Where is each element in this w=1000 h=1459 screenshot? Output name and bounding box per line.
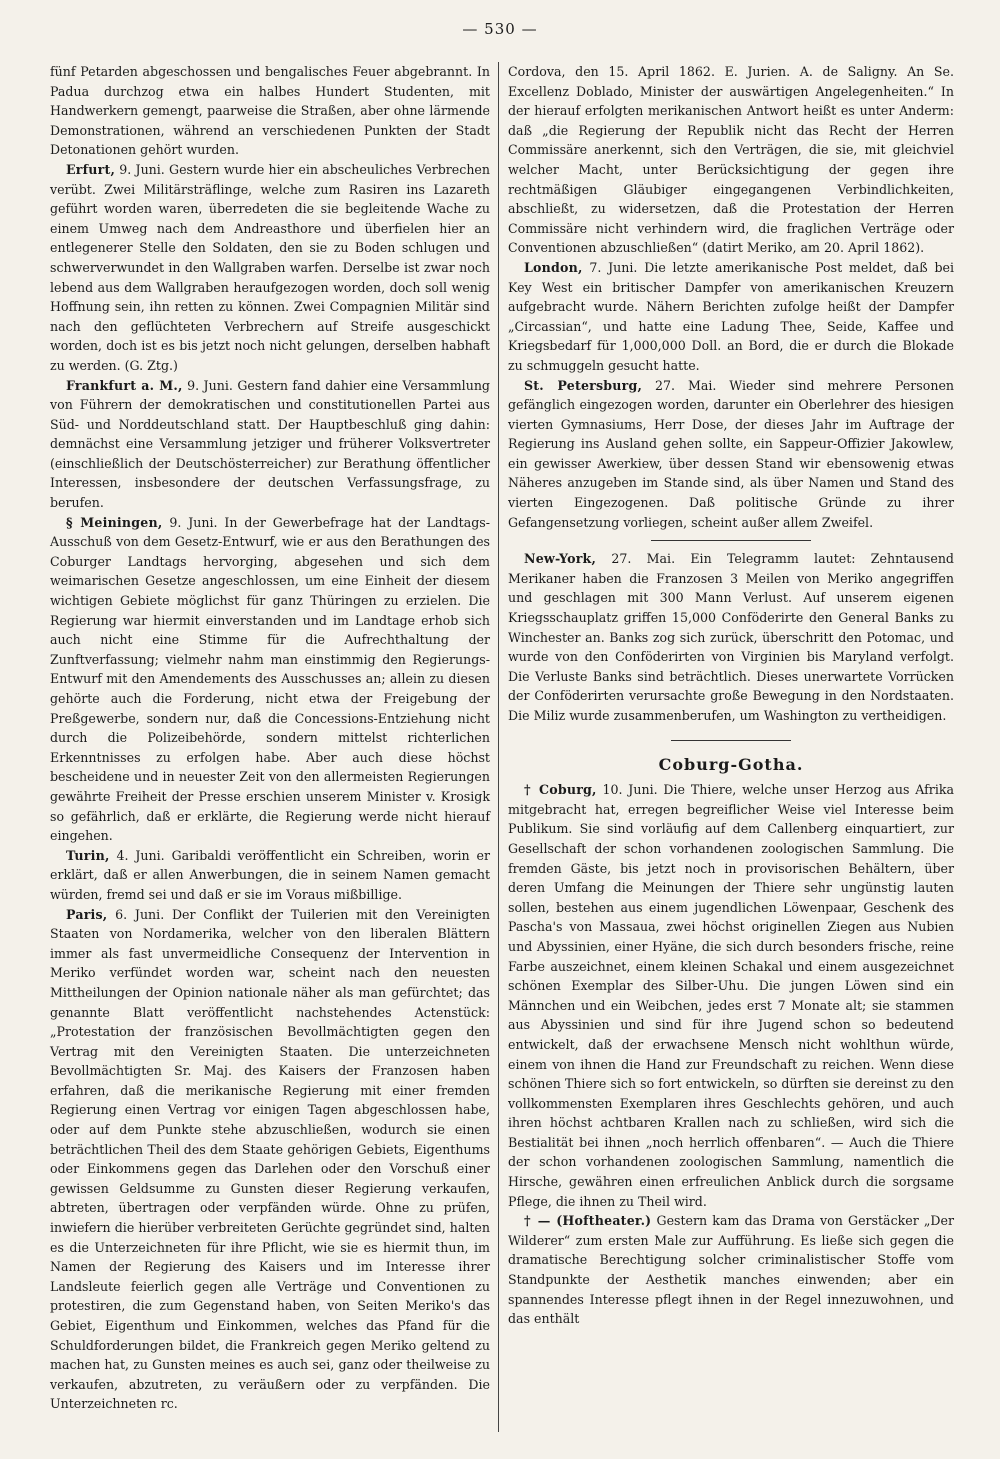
news-item [508, 549, 954, 725]
article-text: fünf Petarden abgeschossen und bengalisches Feuer abgebrannt. In Padua durchzog etwa ein halbes Hundert Studenten, mit Handwerkern gemengt, paarweise die Straßen, aber ohne lärmende Demonstrationen, während an verschiedenen Punkten der Stadt Detonationen gehört wurden. [50, 64, 490, 158]
section-rule [671, 740, 791, 741]
article-text: Cordova, den 15. April 1862. E. Jurien. A. de Saligny. An Se. Excellenz Doblado, Minister der auswärtigen Angelegenheiten.“ In der hierauf erfolgten merikanischen Antwort heißt es unter Anderm: daß „die Regierung der Republik nicht das Recht der Herren Commissäre anerkennt, sich den Verträgen, die sie, mit gleichviel welcher Macht, unter Berücksichtigung der gegen ihre rechtmäßigen Gläubiger eingegangenen Verbindlichkeiten, abschließt, zu widersetzen, daß die Protestation der Herren Commissäre nicht verhindern wird, die fraglichen Verträge oder Conventionen abzuschließen“ (datirt Meriko, am 20. April 1862). [508, 64, 954, 256]
article-text: 4. Juni. Garibaldi veröffentlicht ein Schreiben, worin er erklärt, daß er allen Anwerbungen, die in seinem Namen gemacht würden, fremd sei und daß er sie im Voraus mißbillige. [50, 847, 490, 902]
article-text: 9. Juni. Gestern fand dahier eine Versammlung von Führern der demokratischen und constitutionellen Partei aus Süd- und Norddeutschland statt. Der Hauptbeschluß ging dahin: demnächst eine Versammlung jetziger und früherer Volksvertreter (einschließlich der Deutschösterreicher) zur Berathung öffentlicher Interessen, insbesondere der deutschen Verfassungsfrage, zu berufen. [50, 377, 490, 511]
page-number: — 530 — [462, 20, 538, 38]
dateline: Frankfurt a. M., [66, 377, 183, 393]
article-text: 27. Mai. Wieder sind mehrere Personen gefänglich eingezogen worden, darunter ein Oberlehrer des hiesigen vierten Gymnasiums, Herr Dose, der dieses Jahr im Auftrage der Regierung ins Ausland gehen sollte, ein Sappeur-Offizier Jakowlew, ein gewisser Awerkiew, über dessen Stand wir ebensowenig etwas Näheres anzugeben im Stande sind, als über Namen und Stand des vierten Eingezogenen. Daß politische Gründe zu ihrer Gefangensetzung vorliegen, scheint außer allem Zweifel. [508, 377, 955, 530]
dateline: Paris, [66, 906, 108, 922]
section-title: Coburg-Gotha. [658, 754, 804, 774]
column-divider [498, 62, 499, 1432]
news-item [50, 376, 490, 513]
article-paragraph [508, 62, 954, 258]
news-item [50, 513, 490, 846]
dateline: Turin, [66, 847, 110, 863]
dateline: § Meiningen, [66, 514, 163, 530]
section-rule [651, 540, 811, 541]
dateline: † Coburg, [524, 782, 597, 798]
article-text: 10. Juni. Die Thiere, welche unser Herzog aus Afrika mitgebracht hat, erregen begreiflicher Weise viel Interesse beim Publikum. Sie sind vorläufig auf dem Callenberg einquartiert, zur Gesellschaft der schon vorhandenen zoologischen Sammlung. Die fremden Gäste, bis jetzt noch in provisorischen Behältern, über deren Umfang die Meinungen der Thiere sehr ungünstig lauten sollen, bestehen aus einem jugendlichen Löwenpaar, Geschenk des Pascha's von Massaua, zwei höchst originellen Ziegen aus Nubien und Abyssinien, einer Hyäne, die sich durch besonders frische, reine Farbe auszeichnet, einem kleinen Schakal und einem ausgezeichnet schönen Exemplar des Silber-Uhu. Die jungen Löwen sind ein Männchen und ein Weibchen, jedes erst 7 Monate alt; sie stammen aus Abyssinien und sind für ihre Jugend schon so bedeutend entwickelt, daß der erwachsene Mensch nicht wohlthun würde, einem von ihnen die Hand zur Freundschaft zu reichen. Wenn diese schönen Thiere sich so fort entwickeln, so dürften sie dereinst zu den vollkommensten Exemplaren ihres Geschlechts gehören, und auch ihren höchst achtbaren Krallen nach zu schließen, wird sich die Bestialität bei ihnen „noch herrlich offenbaren“. — Auch die Thiere der schon vorhandenen zoologischen Sammlung, namentlich die Hirsche, gewähren einen erfreulichen Anblick durch die sorgsame Pflege, die ihnen zu Theil wird. [508, 782, 954, 1209]
article-text: Gestern kam das Drama von Gerstäcker „Der Wilderer“ zum ersten Male zur Aufführung. Es ließe sich gegen die dramatische Berechtigung solcher criminalistischer Stoffe vom Standpunkte der Aesthetik manches einwenden; aber ein spannendes Interesse pflegt ihnen in der Regel innezuwohnen, und das enthält [508, 1213, 954, 1327]
article-text: 6. Juni. Der Conflikt der Tuilerien mit den Vereinigten Staaten von Nordamerika, welcher von den liberalen Blättern immer als fast unvermeidliche Consequenz der Intervention in Meriko verfündet worden war, scheint nach den neuesten Mittheilungen der Opinion nationale näher als man gefürchtet; das genannte Blatt veröffentlicht nachstehendes Actenstück: „Protestation der französischen Bevollmächtigten gegen den Vertrag mit den Vereinigten Staaten. Die unterzeichneten Bevollmächtigten Sr. Maj. des Kaisers der Franzosen haben erfahren, daß die merikanische Regierung mit einer fremden Regierung einen Vertrag vor einigen Tagen abgeschlossen habe, oder auf dem Punkte stehe abzuschließen, wodurch sie einen beträchtlichen Theil des dem Staate gehörigen Gebiets, Eigenthums oder Einkommens gegen das Darlehen oder den Vorschuß einer gewissen Geldsumme zu Gunsten dieser Regierung verkaufen, abtreten, übertragen oder verpfänden würde. Ohne zu prüfen, inwiefern die hierüber verbreiteten Gerüchte gegründet sind, halten es die Unterzeichneten für ihre Pflicht, wie sie es hiermit thun, im Namen der Regierung des Kaisers und im Interesse ihrer Landsleute feierlich gegen alle Verträge und Conventionen zu protestiren, die zum Gegenstand haben, von Seiten Meriko's das Gebiet, Eigenthum und Einkommen, welches das Pfand für die Schuldforderungen bildet, die Frankreich gegen Meriko geltend zu machen hat, zu Gunsten meines es auch sei, ganz oder theilweise zu verkaufen, abzutreten, zu veräußern oder zu verpfänden. Die Unterzeichneten rc. [50, 906, 490, 1412]
left-column [50, 62, 490, 1414]
article-text: 9. Juni. In der Gewerbefrage hat der Landtags-Ausschuß von dem Gesetz-Entwurf, wie er aus den Berathungen des Coburger Landtags hervorging, abgesehen und sich dem weimarischen Gesetze angeschlossen, um eine Einheit der diesem wichtigen Gebiete möglichst für ganz Thüringen zu erzielen. Die Regierung war hiermit einverstanden und im Landtage erhob sich auch nicht eine Stimme für die Aufrechthaltung der Zunftverfassung; vielmehr nahm man einstimmig den Regierungs-Entwurf mit den Amendements des Ausschusses an; allein zu diesen gehörte auch die Forderung, nicht etwa der Freigebung der Preßgewerbe, sondern nur, daß die Concessions-Entziehung nicht durch die Polizeibehörde, sondern mittelst richterlichen Erkenntnisses zu erfolgen habe. Aber auch diese höchst bescheidene und in neuester Zeit von den allermeisten Regierungen gewährte Freiheit der Presse erschien unserem Minister v. Krosigk so gefährlich, daß er erklärte, die Regierung werde nicht hierauf eingehen. [50, 514, 490, 844]
news-item [508, 780, 954, 1211]
news-item [508, 1211, 954, 1329]
news-item [50, 160, 490, 376]
dateline: St. Petersburg, [524, 377, 643, 393]
article-text: 7. Juni. Die letzte amerikanische Post meldet, daß bei Key West ein britischer Dampfer von amerikanischen Kreuzern aufgebracht wurde. Nähern Berichten zufolge heißt der Dampfer „Circassian“, und hatte eine Ladung Thee, Seide, Kaffee und Kriegsbedarf für 1,000,000 Doll. an Bord, die er durch die Blokade zu schmuggeln gesucht hatte. [508, 259, 954, 373]
news-item [50, 905, 490, 1414]
article-text: 9. Juni. Gestern wurde hier ein abscheuliches Verbrechen verübt. Zwei Militärsträflinge, welche zum Rasiren ins Lazareth geführt worden waren, überredeten die sie begleitende Wache zu einem Umweg nach dem Andreasthore und überfielen hier an entlegenerer Stelle den Soldaten, den sie zu Boden schlugen und schwerverwundet in den Wallgraben warfen. Derselbe ist zwar noch lebend aus dem Wallgraben heraufgezogen worden, doch soll wenig Hoffnung sein, ihn retten zu können. Zwei Compagnien Militär sind nach den geflüchteten Verbrechern auf Streife ausgeschickt worden, doch ist es bis jetzt noch nicht gelungen, derselben habhaft zu werden. (G. Ztg.) [50, 161, 490, 373]
right-column [508, 62, 954, 1329]
dateline: † — (Hoftheater.) [524, 1213, 652, 1229]
news-item [508, 376, 954, 533]
article-paragraph [50, 62, 490, 160]
news-item [50, 846, 490, 905]
dateline: Erfurt, [66, 161, 116, 177]
news-item [508, 258, 954, 376]
dateline: London, [524, 259, 583, 275]
article-text: 27. Mai. Ein Telegramm lautet: Zehntausend Merikaner haben die Franzosen 3 Meilen von Meriko angegriffen und geschlagen mit 300 Mann Verlust. Auf unserem eigenen Kriegsschauplatz griffen 15,000 Conföderirte den General Banks zu Winchester an. Banks zog sich zurück, überschritt den Potomac, und wurde von den Conföderirten von Virginien bis Maryland verfolgt. Die Verluste Banks sind beträchtlich. Dieses unerwartete Vorrücken der Conföderirten verursachte große Bewegung in den Nordstaaten. Die Miliz wurde zusammenberufen, um Washington zu vertheidigen. [508, 551, 954, 723]
dateline: New-York, [524, 551, 597, 567]
